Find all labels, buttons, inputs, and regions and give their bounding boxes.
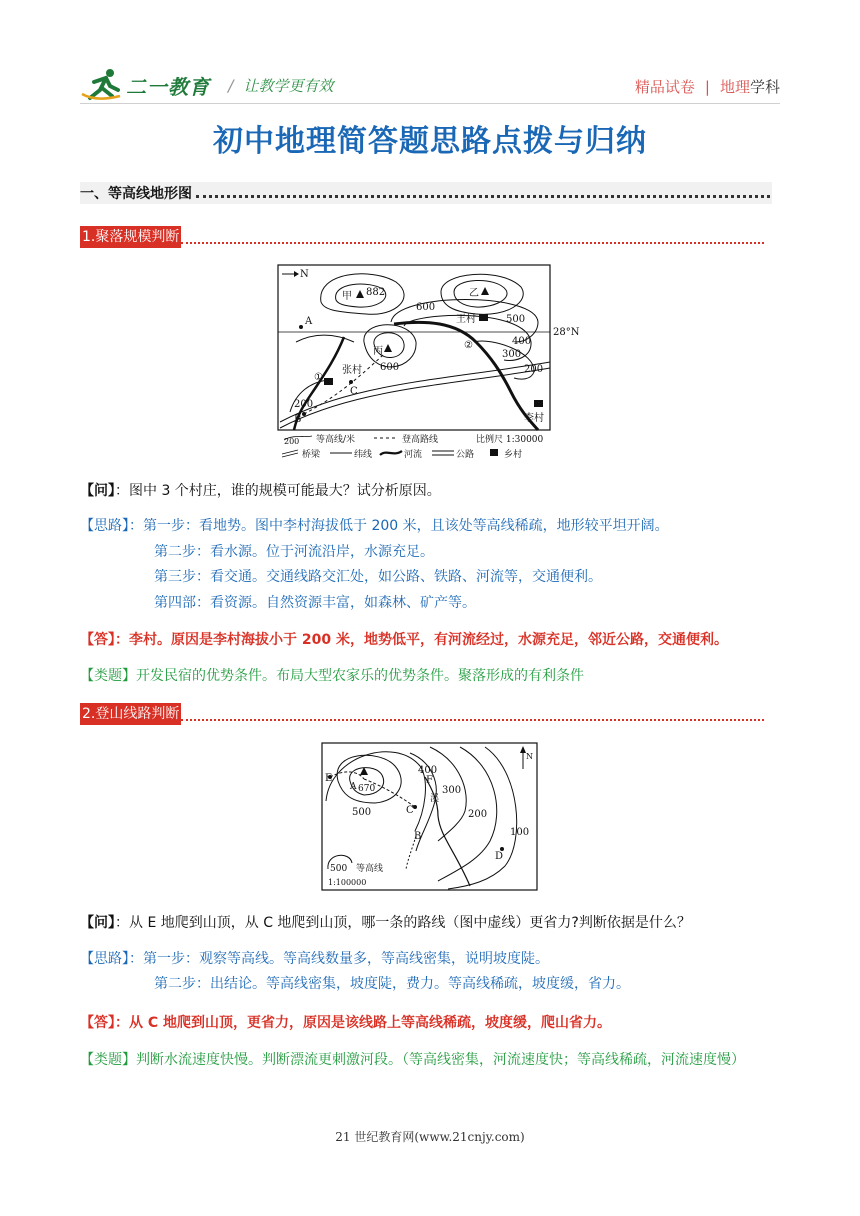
similar-text: 判断水流速度快慢。判断漂流更刺激河段。（等高线密集，河流速度快；等高线稀疏，河流速度慢）: [136, 1052, 745, 1068]
legend-latitude-label: 纬线: [354, 450, 373, 460]
latitude-label: 28°N: [553, 327, 580, 338]
contour-line: [454, 280, 507, 307]
legend-bridge-icon: [282, 450, 298, 457]
village-icon: [479, 314, 488, 321]
point-a-label: A: [350, 782, 357, 792]
header-divider: [80, 103, 780, 104]
legend-contour-number: 200: [284, 437, 300, 446]
idea-key: 【思路】: [80, 951, 129, 967]
answer-key: 【答】: [80, 632, 115, 648]
village-icon: [534, 400, 543, 407]
legend-river-line: [380, 451, 402, 455]
contour-label: 100: [510, 827, 530, 838]
contour-line: [337, 755, 401, 803]
peak-icon: [356, 290, 364, 298]
contour-label: 300: [502, 349, 522, 360]
map-north-label: N: [300, 269, 309, 280]
header-category: [635, 76, 780, 97]
contour-label: 400: [512, 336, 532, 347]
header-separator: /: [228, 75, 234, 95]
section-label: 一、等高线地形图: [80, 186, 192, 202]
similar-text: 开发民宿的优势条件。布局大型农家乐的优势条件。聚落形成的有利条件: [136, 668, 584, 684]
point-marker: [349, 380, 353, 384]
idea-step: ：第一步：看地势。图中李村海拔低于 200 米，且该处等高线稀疏，地形较平坦开阔。: [129, 518, 669, 534]
peak-icon: [384, 344, 392, 352]
page-title: 初中地理简答题思路点拨与归纳: [213, 124, 647, 159]
village-icon: [324, 378, 333, 385]
answer-key: 【答】: [80, 1015, 115, 1031]
idea-1-line-2: 第二步：看水源。位于河流沿岸，水源充足。: [154, 544, 434, 560]
idea-key: 【思路】: [80, 518, 129, 534]
village-zhang-label: 张村: [342, 365, 362, 376]
similar-1: [80, 666, 780, 686]
point-d-label: D: [495, 851, 504, 862]
section-heading: [80, 182, 772, 204]
hill-yi-label: 乙: [469, 288, 479, 299]
point-marker: [299, 325, 303, 329]
legend-bridge-label: 桥梁: [302, 450, 321, 460]
idea-1-line-4: 第四部：看资源。自然资源丰富，如森林、矿产等。: [154, 595, 476, 611]
subsection-heading-1: [80, 226, 764, 248]
question-text: ：图中 3 个村庄，谁的规模可能最大？试分析原因。: [115, 483, 441, 499]
runner-logo-icon: [80, 68, 124, 102]
contour-label: 200: [294, 399, 314, 410]
point-b-label: B: [294, 414, 302, 425]
category-divider: |: [704, 78, 710, 96]
legend-village-label: 乡村: [504, 450, 523, 460]
subsection-tag: 2.登山线路判断: [80, 703, 181, 725]
hill-bing-label: 丙: [373, 346, 383, 357]
map-scale: 比例尺 1:30000: [476, 435, 544, 445]
stream-label: 溪: [430, 794, 440, 804]
route-e: [330, 772, 364, 779]
point-c-label: C: [406, 805, 414, 816]
brand-logo[interactable]: [80, 68, 333, 102]
peak-icon: [481, 287, 489, 295]
question-1: [80, 481, 780, 501]
category-premium: 精品试卷: [634, 78, 695, 96]
section-dotted-rule: [196, 188, 770, 198]
contour-label: 500: [506, 314, 526, 325]
category-suffix: 学科: [749, 78, 780, 96]
legend-contour-label: 等高线/米: [316, 435, 356, 445]
contour-label: 300: [442, 785, 462, 796]
settlement-contour-map: [276, 262, 580, 462]
answer-1: [80, 630, 780, 650]
similar-key: 【类题】: [80, 1052, 136, 1068]
question-key: 【问】: [80, 483, 115, 499]
subsection-heading-2: [80, 703, 764, 725]
idea-2-line-2: 第二步：出结论。等高线密集，坡度陡，费力。等高线稀疏，坡度缓，省力。: [154, 976, 630, 992]
point-marker: [302, 412, 306, 416]
contour-label: 200: [468, 809, 488, 820]
map-scale: 1:100000: [328, 878, 367, 887]
answer-text: ：李村。原因是李村海拔小于 200 米，地势低平，有河流经过，水源充足，邻近公路，交通便利。: [115, 632, 728, 648]
hill-jia-label: 甲: [342, 291, 352, 302]
legend-contour-label: 等高线: [356, 864, 384, 874]
peak-height-label: 882: [366, 287, 386, 298]
answer-text: ：从 C 地爬到山顶，更省力，原因是该线路上等高线稀疏，坡度缓，爬山省力。: [115, 1015, 612, 1031]
contour-label: 500: [352, 807, 372, 818]
brand-slogan: 让教学更有效: [243, 76, 334, 95]
question-text: ：从 E 地爬到山顶，从 C 地爬到山顶，哪一条的路线（图中虚线）更省力?判断依据是什么？: [115, 915, 691, 931]
river-1-label: ①: [314, 372, 323, 383]
idea-2-line-1: [80, 949, 780, 969]
contour-label: 600: [416, 302, 436, 313]
question-key: 【问】: [80, 915, 115, 931]
brand-name: 二一教育: [126, 74, 210, 99]
map-north-label: N: [526, 752, 533, 761]
subsection-dotted-rule: [181, 242, 764, 244]
legend-road-label: 公路: [456, 450, 475, 460]
point-a-label: A: [305, 316, 313, 327]
legend-contour-number: 500: [330, 864, 348, 874]
similar-2: [80, 1048, 780, 1072]
village-wang-label: 王村: [456, 314, 476, 325]
subsection-tag: 1.聚落规模判断: [80, 226, 181, 248]
climb-route: [304, 354, 384, 414]
legend-route-label: 登高路线: [402, 435, 439, 445]
river-2-label: ②: [464, 340, 473, 351]
point-b-label: B: [414, 831, 422, 842]
page-header: [80, 62, 780, 102]
category-subject: 地理: [719, 78, 750, 96]
answer-2: [80, 1013, 780, 1033]
point-c-label: C: [350, 386, 358, 397]
legend-village-icon: [490, 449, 498, 456]
contour-line: [296, 335, 354, 342]
contour-line: [364, 325, 416, 367]
point-f-label: F: [426, 775, 433, 786]
similar-key: 【类题】: [80, 668, 136, 684]
trail-contour-map: [320, 741, 540, 893]
contour-label: 400: [418, 765, 438, 776]
contour-line: [321, 274, 404, 314]
village-li-label: 李村: [524, 413, 544, 424]
idea-step: ：第一步：观察等高线。等高线数量多，等高线密集，说明坡度陡。: [129, 951, 549, 967]
page-footer: 21 世纪教育网(www.21cnjy.com): [335, 1130, 525, 1144]
idea-1-line-3: 第三步：看交通。交通线路交汇处，如公路、铁路、河流等，交通便利。: [154, 569, 602, 585]
point-e-label: E: [325, 773, 333, 784]
peak-height-label: 670: [358, 784, 376, 794]
idea-1-line-1: [80, 516, 780, 536]
contour-label: 600: [380, 362, 400, 373]
contour-label: 200: [524, 364, 544, 375]
subsection-dotted-rule: [181, 719, 764, 721]
river-line: [294, 337, 344, 430]
question-2: [80, 913, 780, 933]
legend-river-label: 河流: [404, 450, 423, 460]
